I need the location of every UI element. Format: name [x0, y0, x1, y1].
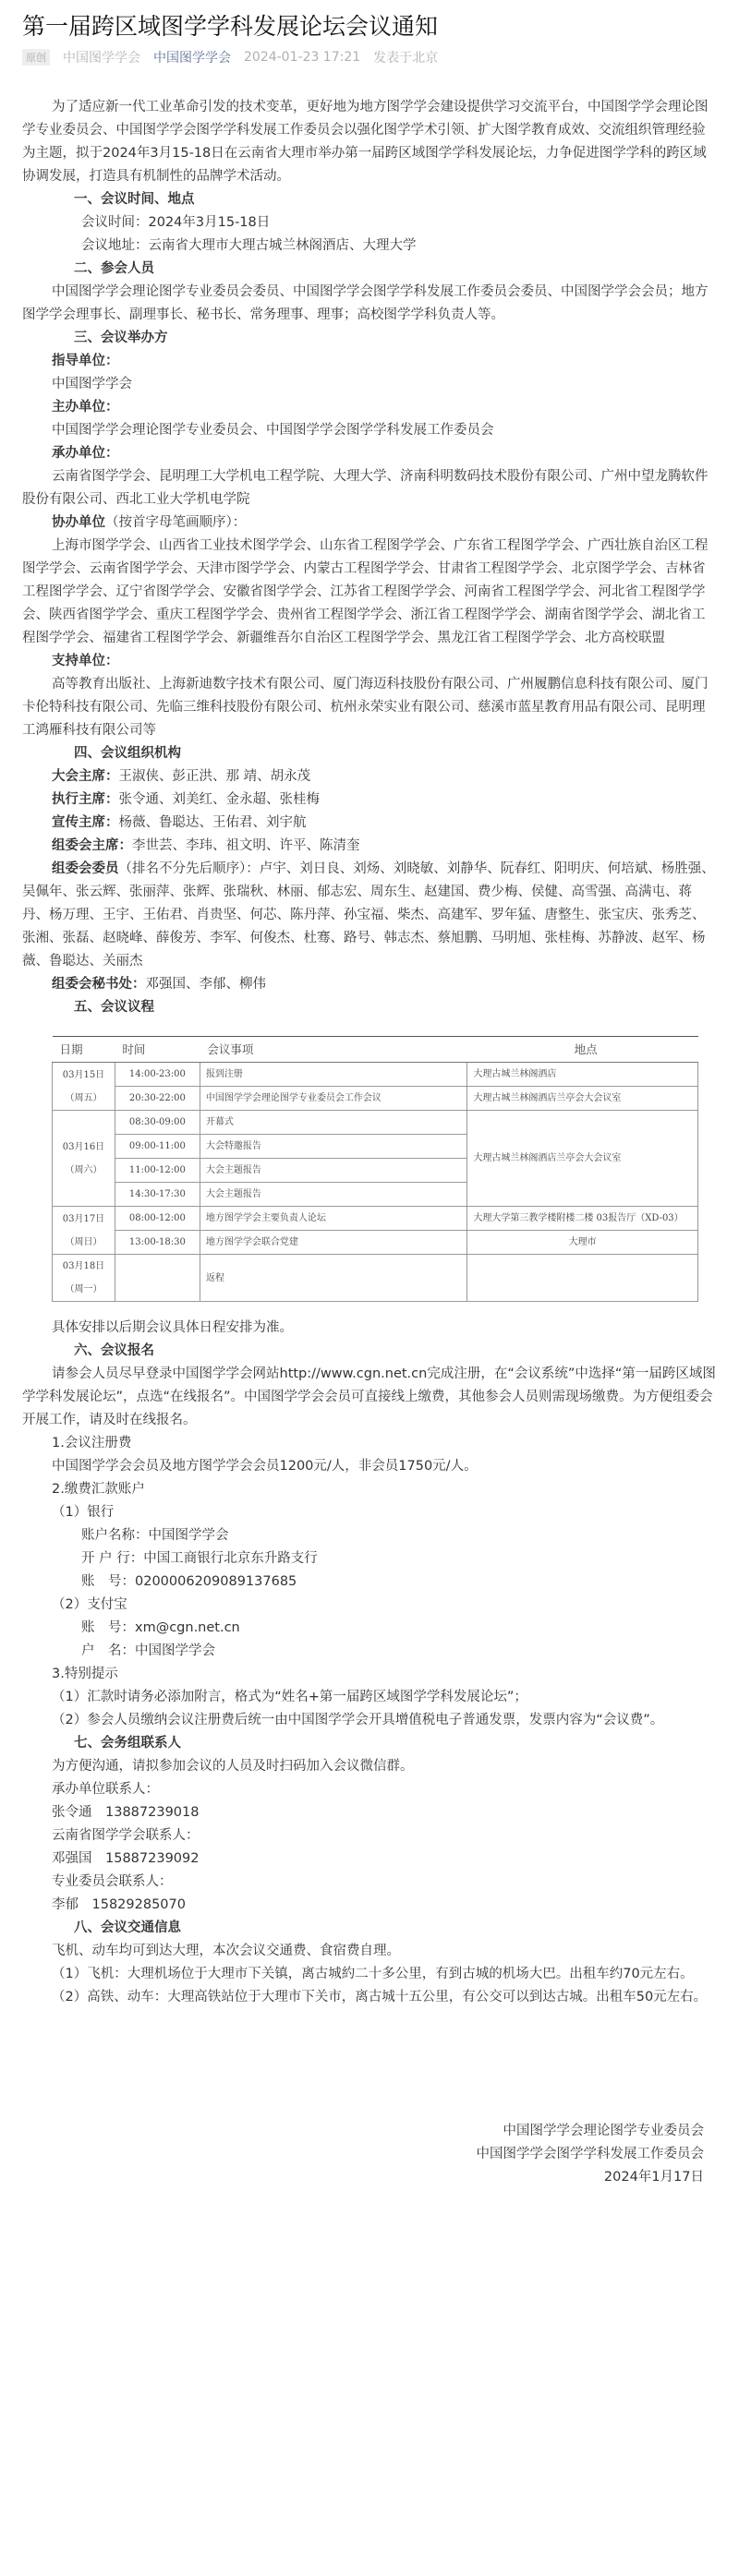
traffic-train: （2）高铁、动车：大理高铁站位于大理市下关市，离古城十五公里，有公交可以到达古城。出租车50元左右。: [52, 1990, 708, 2004]
committee-members: [22, 858, 717, 973]
agenda-time: 08:00-12:00: [115, 1207, 200, 1231]
fee-text: 中国图学学会会员及地方图学学会会员1200元/人，非会员1750元/人。: [52, 1459, 478, 1474]
agenda-venue: 大理古城兰林阁酒店兰亭会大会议室: [467, 1087, 698, 1111]
agenda-header-venue: 地点: [467, 1037, 698, 1063]
agenda-time: 11:00-12:00: [115, 1159, 200, 1183]
signature-org: 中国图学学会图学学科发展工作委员会: [476, 2147, 704, 2161]
registration-text: 请参会人员尽早登录中国图学学会网站http://www.cgn.net.cn完成注册，在“会议系统”中选择“第一届跨区域图学学科发展论坛”，点选“在线报名”。中国图学学会会员可直接线上缴费，其他参会人员则需现场缴费。为方便组委会开展工作，请及时在线报名。: [22, 1366, 716, 1427]
org-row: [22, 812, 717, 835]
tip-item: （2）参会人员缴纳会议注册费后统一由中国图学学会开具增值税电子普通发票，发票内容为“会议费”。: [52, 1713, 664, 1727]
agenda-venue: 大理古城兰林阁酒店: [467, 1063, 698, 1087]
meeting-place: 会议地址：云南省大理市大理古城兰林阁酒店、大理大学: [81, 238, 417, 253]
agenda-event: 地方图学学会主要负责人论坛: [200, 1207, 467, 1231]
bank-title: （1）银行: [52, 1505, 115, 1520]
contact-value: 邓强国 15887239092: [52, 1851, 200, 1866]
account-title: 2.缴费汇款账户: [52, 1482, 145, 1497]
agenda-row: [53, 1231, 698, 1255]
org-row: [22, 765, 717, 788]
organizer-unit: 云南省图学学会、昆明理工大学机电工程学院、大理大学、济南科明数码技术股份有限公司、广州中望龙腾软件股份有限公司、西北工业大学机电学院: [22, 469, 709, 507]
agenda-date: 03月15日 （周五）: [53, 1063, 115, 1111]
org-row-label: 组委会主席：: [52, 838, 132, 853]
agenda-time: 09:00-11:00: [115, 1135, 200, 1159]
secretary-row: [22, 973, 717, 996]
org-row-label: 大会主席：: [52, 769, 119, 784]
section-heading: 三、会议举办方: [74, 331, 168, 345]
guide-unit: 中国图学学会: [52, 377, 132, 391]
co-unit: 上海市图学学会、山西省工业技术图学学会、山东省工程图学学会、广东省工程图学学会、广西壮族自治区工程图学学会、云南省图学学会、天津市图学学会、内蒙古工程图学学会、甘肃省工程图学学会、北京图学学会、吉林省工程图学学会、辽宁省图学学会、安徽省图学学会、江苏省工程图学学会、河南省工程图学学会、河北省工程图学学会、陕西省图学学会、重庆工程图学学会、贵州省工程图学学会、浙江省工程图学学会、湖南省图学学会、湖北省工程图学学会、福建省工程图学学会、新疆维吾尔自治区工程图学学会、黑龙江省工程图学学会、北方高校联盟: [22, 538, 709, 645]
host-unit: 中国图学学会理论图学专业委员会、中国图学学会图学学科发展工作委员会: [52, 423, 494, 438]
section-heading: 六、会议报名: [74, 1343, 154, 1358]
org-row-value: 王淑侠、彭正洪、那 靖、胡永茂: [118, 769, 311, 784]
organizer-label: 承办单位：: [52, 446, 119, 461]
agenda-row: [53, 1255, 698, 1302]
agenda-event: 大会主题报告: [200, 1183, 467, 1207]
alipay-account-name: 户 名：中国图学学会: [81, 1643, 215, 1658]
agenda-date: 03月17日 （周日）: [53, 1207, 115, 1255]
contact-label: 云南省图学学会联系人：: [52, 1828, 200, 1843]
agenda-time: 08:30-09:00: [115, 1111, 200, 1135]
org-row-label: 执行主席：: [52, 792, 119, 807]
contact-intro: 为方便沟通，请拟参加会议的人员及时扫码加入会议微信群。: [52, 1759, 414, 1774]
agenda-time: 14:00-23:00: [115, 1063, 200, 1087]
contact-label: 专业委员会联系人：: [52, 1874, 173, 1889]
agenda-note: 具体安排以后期会议具体日程安排为准。: [52, 1320, 293, 1335]
traffic-intro: 飞机、动车均可到达大理，本次会议交通费、食宿费自理。: [52, 1944, 400, 1958]
original-badge: 原创: [22, 49, 50, 66]
contact-value: 张令通 13887239018: [52, 1805, 200, 1820]
bank-account-number: 账 号：0200006209089137685: [81, 1574, 297, 1589]
agenda-row: [53, 1207, 698, 1231]
host-label: 主办单位：: [52, 400, 119, 415]
agenda-table: [52, 1036, 698, 1302]
traffic-plane: （1）飞机：大理机场位于大理市下关镇，离古城約二十多公里，有到古城的机场大巴。出租车约70元左右。: [52, 1967, 694, 1981]
attendees-text: 中国图学学会理论图学专业委员会委员、中国图学学会图学学科发展工作委员会委员、中国图学学会会员；地方图学学会理事长、副理事长、秘书长、常务理事、理事；高校图学学科负责人等。: [22, 284, 709, 322]
agenda-event: 大会特邀报告: [200, 1135, 467, 1159]
article-page: [0, 11, 739, 2576]
agenda-date: 03月18日 （周一）: [53, 1255, 115, 1302]
section-heading: 八、会议交通信息: [74, 1920, 181, 1935]
members-label: 组委会委员: [52, 861, 119, 876]
tips-title: 3.特别提示: [52, 1667, 118, 1681]
signature-block: [22, 2120, 717, 2189]
agenda-time: 13:00-18:30: [115, 1231, 200, 1255]
agenda-event: 返程: [200, 1255, 467, 1302]
intro-paragraph: 为了适应新一代工业革命引发的技术变革，更好地为地方图学学会建设提供学习交流平台，中国图学学会理论图学专业委员会、中国图学学会图学学科发展工作委员会以强化图学学术引领、扩大图学教育成效、交流组织管理经验为主题，拟于2024年3月15-18日在云南省大理市举办第一届跨区域图学学科发展论坛，力争促进图学学科的跨区域协调发展，打造具有机制性的品牌学术活动。: [22, 100, 709, 184]
section-heading: 五、会议议程: [74, 1000, 154, 1015]
tip-item: （1）汇款时请务必添加附言，格式为“姓名+第一届跨区域图学学科发展论坛”；: [52, 1690, 527, 1704]
section-heading: 七、会务组联系人: [74, 1736, 181, 1751]
agenda-header-time: 时间: [115, 1037, 200, 1063]
secretary-value: 邓强国、李郁、柳伟: [145, 977, 266, 992]
members-list: 卢宇、刘日良、刘炀、刘晓敏、刘静华、阮春红、阳明庆、何培斌、杨胜强、吴佩年、张云辉、张丽萍、张辉、张瑞秋、林丽、郁志宏、周东生、赵建国、费少梅、侯健、高雪强、高满屯、蒋丹、杨万理、王宇、王佑君、肖贵坚、何芯、陈丹萍、孙宝福、柴杰、高建军、罗年猛、唐整生、张宝庆、张秀芝、张湘、张磊、赵晓峰、薛俊芳、李军、何俊杰、杜骞、路号、韩志杰、蔡旭鹏、马明旭、张桂梅、苏静波、赵军、杨薇、鲁聪达、关丽杰: [22, 861, 715, 969]
section-heading: 四、会议组织机构: [74, 746, 181, 761]
co-label: 协办单位: [52, 515, 105, 530]
agenda-event: 开幕式: [200, 1111, 467, 1135]
agenda-row: [53, 1087, 698, 1111]
bank-account-name: 账户名称：中国图学学会: [81, 1528, 229, 1543]
article-body: [22, 96, 717, 2009]
agenda-event: 报到注册: [200, 1063, 467, 1087]
agenda-header-event: 会议事项: [200, 1037, 467, 1063]
article-meta: [22, 46, 717, 68]
org-row-value: 张令通、刘美红、金永超、张桂梅: [118, 792, 320, 807]
support-label: 支持单位：: [52, 654, 119, 668]
section-heading: 二、参会人员: [74, 261, 154, 276]
org-row: [22, 788, 717, 812]
account-link[interactable]: 中国图学学会: [153, 51, 231, 66]
members-note: （排名不分先后顺序）：: [118, 861, 260, 876]
agenda-event: 中国图学学会理论图学专业委员会工作会议: [200, 1087, 467, 1111]
support-unit: 高等教育出版社、上海新迪数字技术有限公司、厦门海迈科技股份有限公司、广州履鹏信息科技有限公司、厦门卡伦特科技有限公司、先临三维科技股份有限公司、杭州永荣实业有限公司、慈溪市蓝星教育用品有限公司、昆明理工鸿雁科技有限公司等: [22, 677, 709, 738]
secretary-label: 组委会秘书处：: [52, 977, 146, 992]
org-row: [22, 835, 717, 858]
author-name: 中国图学学会: [63, 51, 140, 66]
agenda-event: 大会主题报告: [200, 1159, 467, 1183]
agenda-time: 20:30-22:00: [115, 1087, 200, 1111]
bank-branch: 开 户 行：中国工商银行北京东升路支行: [81, 1551, 318, 1566]
signature-org: 中国图学学会理论图学专业委员会: [503, 2124, 704, 2138]
org-row-value: 杨薇、鲁聪达、王佑君、刘宇航: [118, 815, 307, 830]
agenda-row: [53, 1111, 698, 1135]
article-title: 第一届跨区域图学学科发展论坛会议通知: [22, 13, 439, 40]
co-label-line: [22, 512, 717, 535]
agenda-venue: 大理市: [467, 1231, 698, 1255]
contact-label: 承办单位联系人：: [52, 1782, 159, 1797]
alipay-account: 账 号：xm@cgn.net.cn: [81, 1620, 240, 1635]
agenda-time: 14:30-17:30: [115, 1183, 200, 1207]
contact-value: 李郁 15829285070: [52, 1897, 186, 1912]
agenda-venue: [467, 1255, 698, 1302]
agenda-header-date: 日期: [53, 1037, 115, 1063]
org-row-label: 宣传主席：: [52, 815, 119, 830]
agenda-event: 地方图学学会联合党建: [200, 1231, 467, 1255]
agenda-time: [115, 1255, 200, 1302]
agenda-date: 03月16日 （周六）: [53, 1111, 115, 1207]
publish-time: 2024-01-23 17:21: [244, 50, 361, 65]
agenda-row: [53, 1063, 698, 1087]
publish-location: 发表于北京: [373, 51, 439, 66]
signature-date: 2024年1月17日: [603, 2170, 704, 2185]
agenda-venue: 大理古城兰林阁酒店兰亭会大会议室: [467, 1111, 698, 1207]
alipay-title: （2）支付宝: [52, 1597, 127, 1612]
org-row-value: 李世芸、李玮、祖文明、许平、陈清奎: [132, 838, 360, 853]
co-note: （按首字母笔画顺序）：: [105, 515, 247, 530]
section-heading: 一、会议时间、地点: [74, 192, 195, 207]
agenda-venue: 大理大学第三教学楼附楼二楼 03报告厅（XD-03）: [467, 1207, 698, 1231]
guide-label: 指导单位：: [52, 354, 119, 368]
agenda-header-row: [53, 1037, 698, 1063]
fee-title: 1.会议注册费: [52, 1436, 132, 1451]
meeting-time: 会议时间：2024年3月15-18日: [81, 215, 271, 230]
